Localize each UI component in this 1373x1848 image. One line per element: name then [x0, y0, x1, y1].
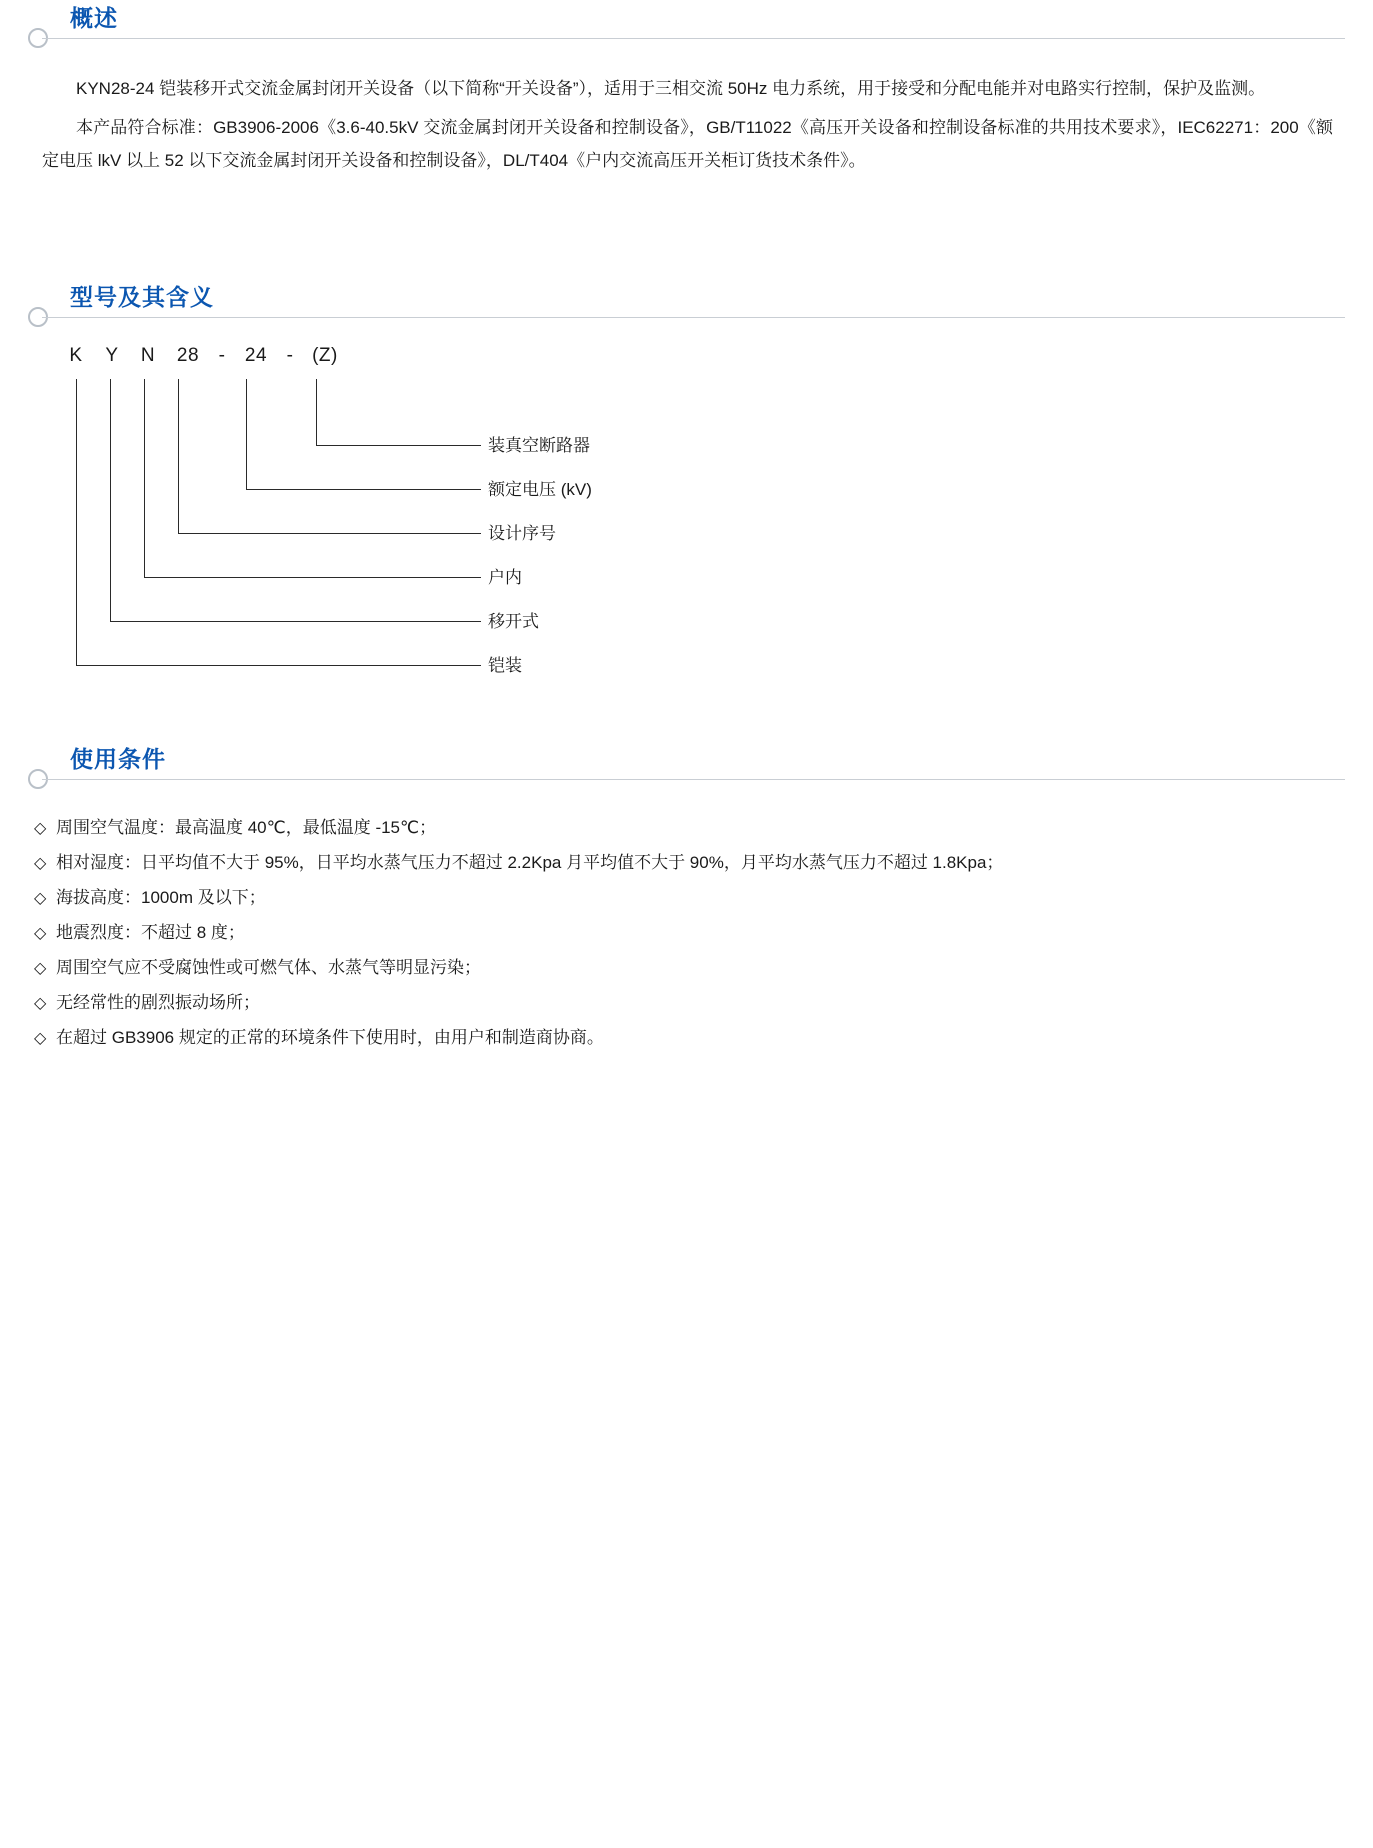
code-char-n: N	[140, 345, 156, 366]
section-model-designation	[28, 279, 1345, 675]
spacer	[28, 183, 1345, 279]
list-item	[34, 811, 1345, 846]
overview-paragraph: 本产品符合标准：GB3906-2006《3.6-40.5kV 交流金属封闭开关设备和控制设备》，GB/T11022《高压开关设备和控制设备标准的共用技术要求》，IEC62271：200《额定电压 lkV 以上 52 以下交流金属封闭开关设备和控制设备》，DL/T404《户内交流高压开关柜订货技术条件》。	[42, 118, 1333, 170]
model-label-2: 额定电压 (kV)	[488, 480, 592, 499]
leader-line-6	[76, 379, 481, 666]
code-dash-1: -	[218, 345, 226, 366]
list-item-text: 在超过 GB3906 规定的正常的环境条件下使用时，由用户和制造商协商。	[56, 1028, 604, 1047]
diamond-bullet-icon: ◇	[34, 890, 47, 907]
model-label-4: 户内	[488, 568, 522, 587]
model-label-6: 铠装	[488, 656, 522, 675]
spacer	[28, 675, 1345, 741]
list-item	[34, 881, 1345, 916]
diamond-bullet-icon: ◇	[34, 925, 47, 942]
list-item-text: 海拔高度：1000m 及以下；	[56, 888, 266, 907]
diamond-bullet-icon: ◇	[34, 995, 47, 1012]
conditions-list	[28, 811, 1345, 1056]
model-label-5: 移开式	[488, 612, 539, 631]
model-label-3: 设计序号	[488, 524, 556, 543]
list-item-text: 地震烈度：不超过 8 度；	[56, 923, 245, 942]
code-suffix-z: (Z)	[312, 345, 338, 366]
list-item-text: 无经常性的剧烈振动场所；	[56, 993, 260, 1012]
model-code-row	[58, 345, 348, 367]
list-item	[34, 916, 1345, 951]
section-overview	[28, 0, 1345, 177]
diamond-bullet-icon: ◇	[34, 1030, 47, 1047]
section-title-overview: 概述	[70, 5, 118, 31]
diamond-bullet-icon: ◇	[34, 820, 47, 837]
model-designation-diagram	[28, 345, 1345, 675]
list-item	[34, 986, 1345, 1021]
list-item-text: 相对湿度：日平均值不大于 95%，日平均水蒸气压力不超过 2.2Kpa 月平均值不大于 90%，月平均水蒸气压力不超过 1.8Kpa；	[56, 853, 1004, 872]
header-divider	[42, 779, 1345, 780]
model-label-1: 装真空断路器	[488, 436, 590, 455]
list-item-text: 周围空气温度：最高温度 40℃，最低温度 -15℃；	[56, 818, 437, 837]
code-number-24: 24	[244, 345, 268, 366]
code-number-28: 28	[176, 345, 200, 366]
list-item	[34, 846, 1345, 881]
section-header-model	[28, 279, 1345, 323]
section-title-conditions: 使用条件	[70, 746, 166, 772]
section-header-overview	[28, 0, 1345, 44]
code-char-y: Y	[105, 345, 119, 366]
header-divider	[42, 317, 1345, 318]
diamond-bullet-icon: ◇	[34, 855, 47, 872]
code-dash-2: -	[286, 345, 294, 366]
list-item	[34, 951, 1345, 986]
code-char-k: K	[69, 345, 83, 366]
section-usage-conditions	[28, 741, 1345, 1056]
list-item	[34, 1021, 1345, 1056]
list-item-text: 周围空气应不受腐蚀性或可燃气体、水蒸气等明显污染；	[56, 958, 481, 977]
overview-paragraph: KYN28-24 铠装移开式交流金属封闭开关设备（以下简称“开关设备”），适用于三相交流 50Hz 电力系统，用于接受和分配电能并对电路实行控制，保护及监测。	[76, 79, 1266, 98]
section-header-conditions	[28, 741, 1345, 785]
section-title-model: 型号及其含义	[70, 284, 214, 310]
diamond-bullet-icon: ◇	[34, 960, 47, 977]
header-divider	[42, 38, 1345, 39]
overview-body	[28, 72, 1345, 177]
